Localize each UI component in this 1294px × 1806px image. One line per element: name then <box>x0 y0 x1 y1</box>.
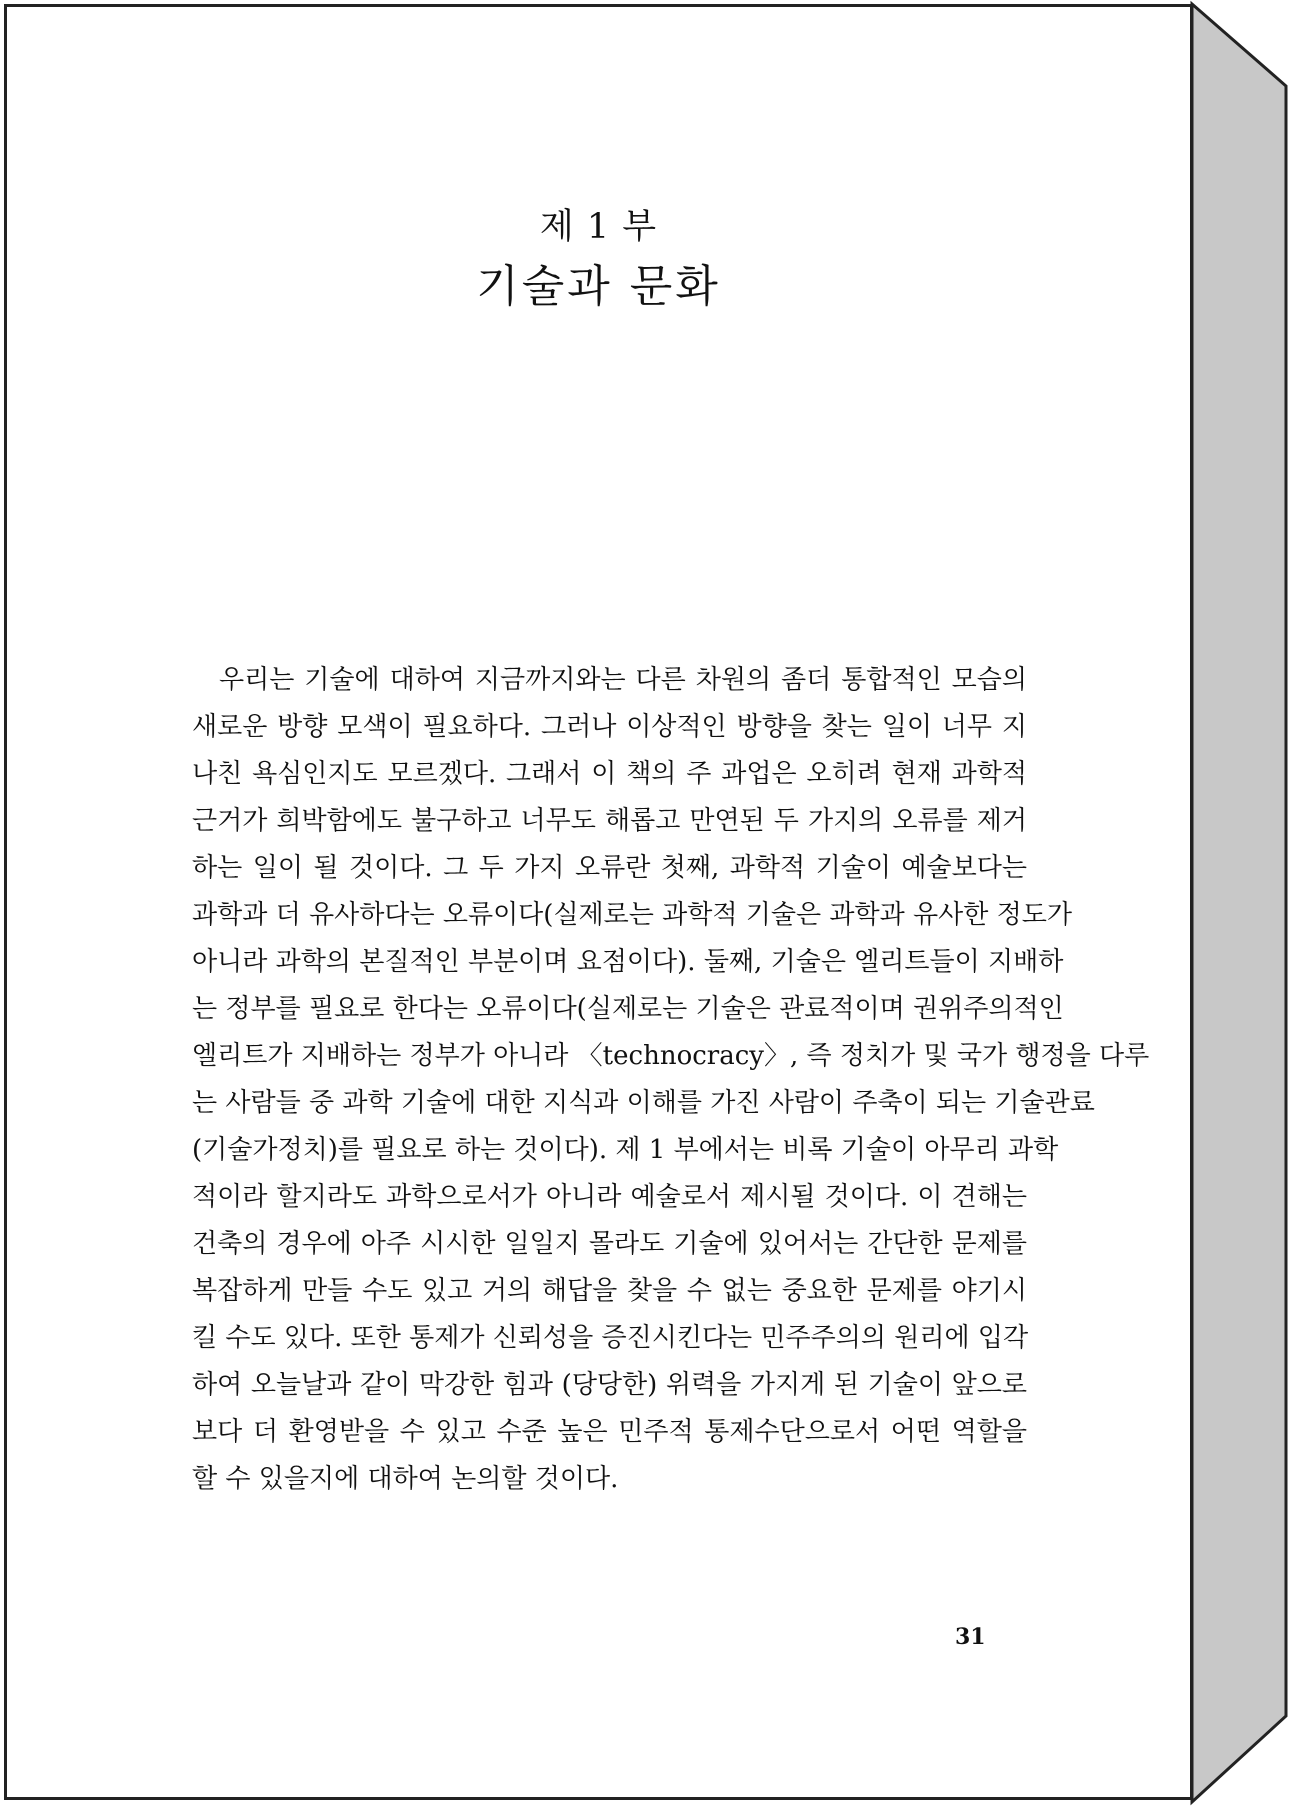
body-line: 우리는 기술에 대하여 지금까지와는 다른 차원의 좀더 통합적인 모습의 <box>219 665 1027 695</box>
body-line: 하여 오늘날과 같이 막강한 힘과 (당당한) 위력을 가지게 된 기술이 앞으로 <box>192 1370 1027 1400</box>
page-number: 31 <box>955 1624 986 1650</box>
body-line: 킬 수도 있다. 또한 통제가 신뢰성을 증진시킨다는 민주주의의 원리에 입각 <box>192 1323 1029 1353</box>
body-line: 엘리트가 지배하는 정부가 아니라 〈technocracy〉, 즉 정치가 및 국가 행정을 다루 <box>192 1041 1150 1071</box>
body-line: (기술가정치)를 필요로 하는 것이다). 제 1 부에서는 비록 기술이 아무리 과학 <box>192 1135 1059 1165</box>
body-line: 과학과 더 유사하다는 오류이다(실제로는 과학적 기술은 과학과 유사한 정도가 <box>192 900 1072 930</box>
body-line: 는 사람들 중 과학 기술에 대한 지식과 이해를 가진 사람이 주축이 되는 기술관료 <box>192 1088 1095 1118</box>
part-title: 기술과 문화 <box>476 261 721 312</box>
body-line: 건축의 경우에 아주 시시한 일일지 몰라도 기술에 있어서는 간단한 문제를 <box>192 1229 1027 1259</box>
body-line: 나친 욕심인지도 모르겠다. 그래서 이 책의 주 과업은 오히려 현재 과학적 <box>192 759 1027 789</box>
body-line: 보다 더 환영받을 수 있고 수준 높은 민주적 통제수단으로서 어떤 역할을 <box>192 1417 1027 1447</box>
body-line: 적이라 할지라도 과학으로서가 아니라 예술로서 제시될 것이다. 이 견해는 <box>192 1182 1027 1212</box>
body-line: 복잡하게 만들 수도 있고 거의 해답을 찾을 수 없는 중요한 문제를 야기시 <box>192 1276 1027 1306</box>
part-label: 제 1 부 <box>539 207 658 247</box>
body-line: 는 정부를 필요로 한다는 오류이다(실제로는 기술은 관료적이며 권위주의적인 <box>192 994 1064 1024</box>
body-line: 할 수 있을지에 대하여 논의할 것이다. <box>192 1464 619 1494</box>
body-paragraph <box>192 657 1150 1503</box>
body-line: 근거가 희박함에도 불구하고 너무도 해롭고 만연된 두 가지의 오류를 제거 <box>192 806 1027 836</box>
body-line: 새로운 방향 모색이 필요하다. 그러나 이상적인 방향을 찾는 일이 너무 지 <box>192 712 1027 742</box>
body-line: 아니라 과학의 본질적인 부분이며 요점이다). 둘째, 기술은 엘리트들이 지배하 <box>192 947 1064 977</box>
body-line: 하는 일이 될 것이다. 그 두 가지 오류란 첫째, 과학적 기술이 예술보다는 <box>192 853 1027 883</box>
book-page <box>4 4 1193 1800</box>
